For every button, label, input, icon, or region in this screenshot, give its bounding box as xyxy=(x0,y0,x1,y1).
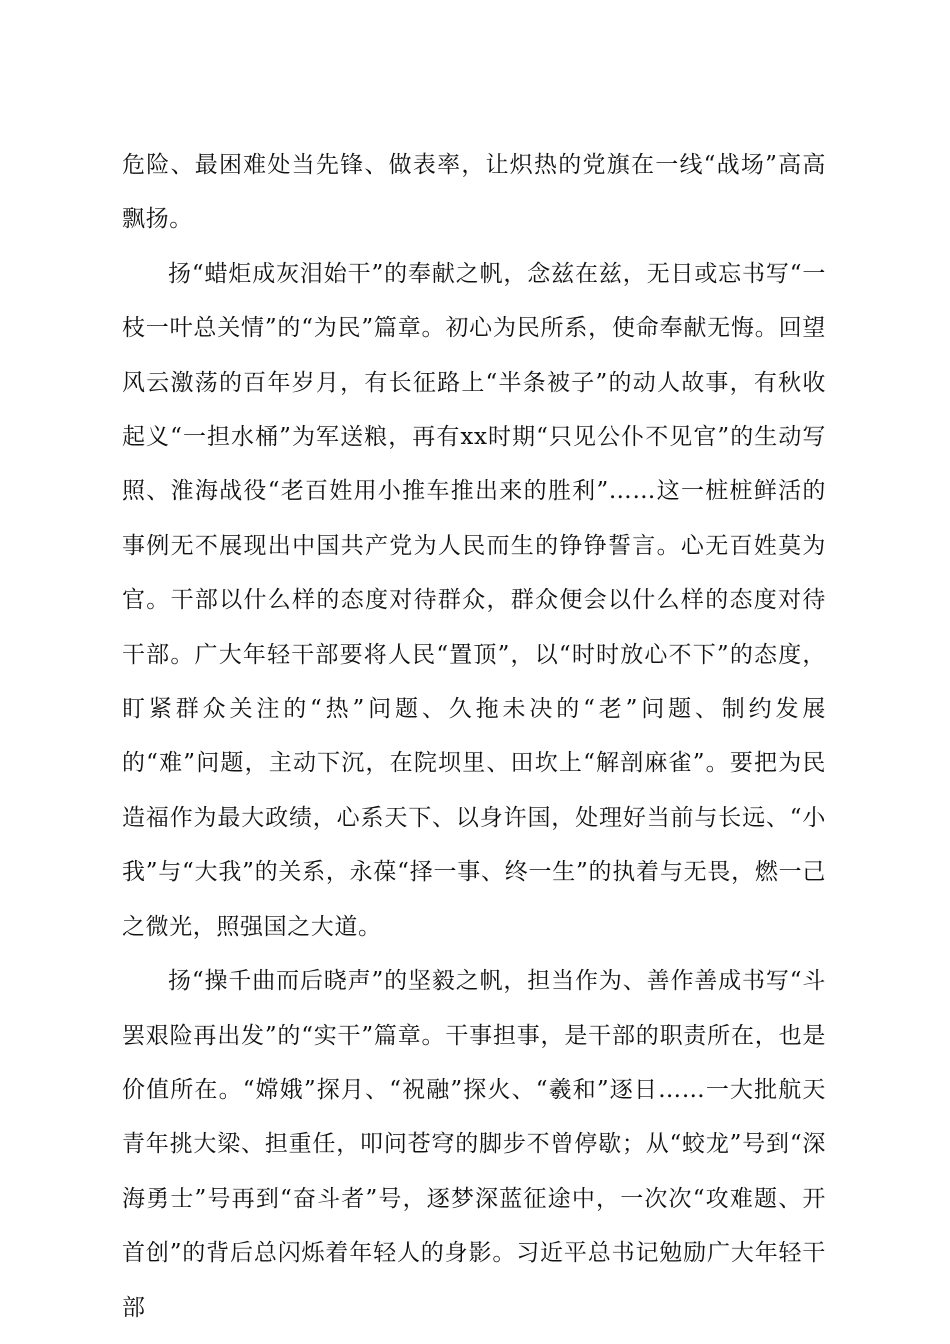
paragraph-1: 危险、最困难处当先锋、做表率，让炽热的党旗在一线“战场”高高飘扬。 xyxy=(122,152,826,233)
document-body xyxy=(122,138,826,1335)
paragraph-2: 扬“蜡炬成灰泪始干”的奉献之帆，念兹在兹，无日或忘书写“一枝一叶总关情”的“为民”篇章。初心为民所系，使命奉献无悔。回望风云激荡的百年岁月，有长征路上“半条被子”的动人故事，有秋收起义“一担水桶”为军送粮，再有xx时期“只见公仆不见官”的生动写照、淮海战役“老百姓用小推车推出来的胜利”……这一桩桩鲜活的事例无不展现出中国共产党为人民而生的铮铮誓言。心无百姓莫为官。干部以什么样的态度对待群众，群众便会以什么样的态度对待干部。广大年轻干部要将人民“置顶”，以“时时放心不下”的态度，盯紧群众关注的“热”问题、久拖未决的“老”问题、制约发展的“难”问题，主动下沉，在院坝里、田坎上“解剖麻雀”。要把为民造福作为最大政绩，心系天下、以身许国，处理好当前与长远、“小我”与“大我”的关系，永葆“择一事、终一生”的执着与无畏，燃一己之微光，照强国之大道。 xyxy=(122,260,826,940)
paragraph-3: 扬“操千曲而后晓声”的坚毅之帆，担当作为、善作善成书写“斗罢艰险再出发”的“实干”篇章。干事担事，是干部的职责所在，也是价值所在。“嫦娥”探月、“祝融”探火、“羲和”逐日……一大批航天青年挑大梁、担重任，叩问苍穹的脚步不曾停歇；从“蛟龙”号到“深海勇士”号再到“奋斗者”号，逐梦深蓝征途中，一次次“攻难题、开首创”的背后总闪烁着年轻人的身影。习近平总书记勉励广大年轻干部 xyxy=(122,968,826,1321)
